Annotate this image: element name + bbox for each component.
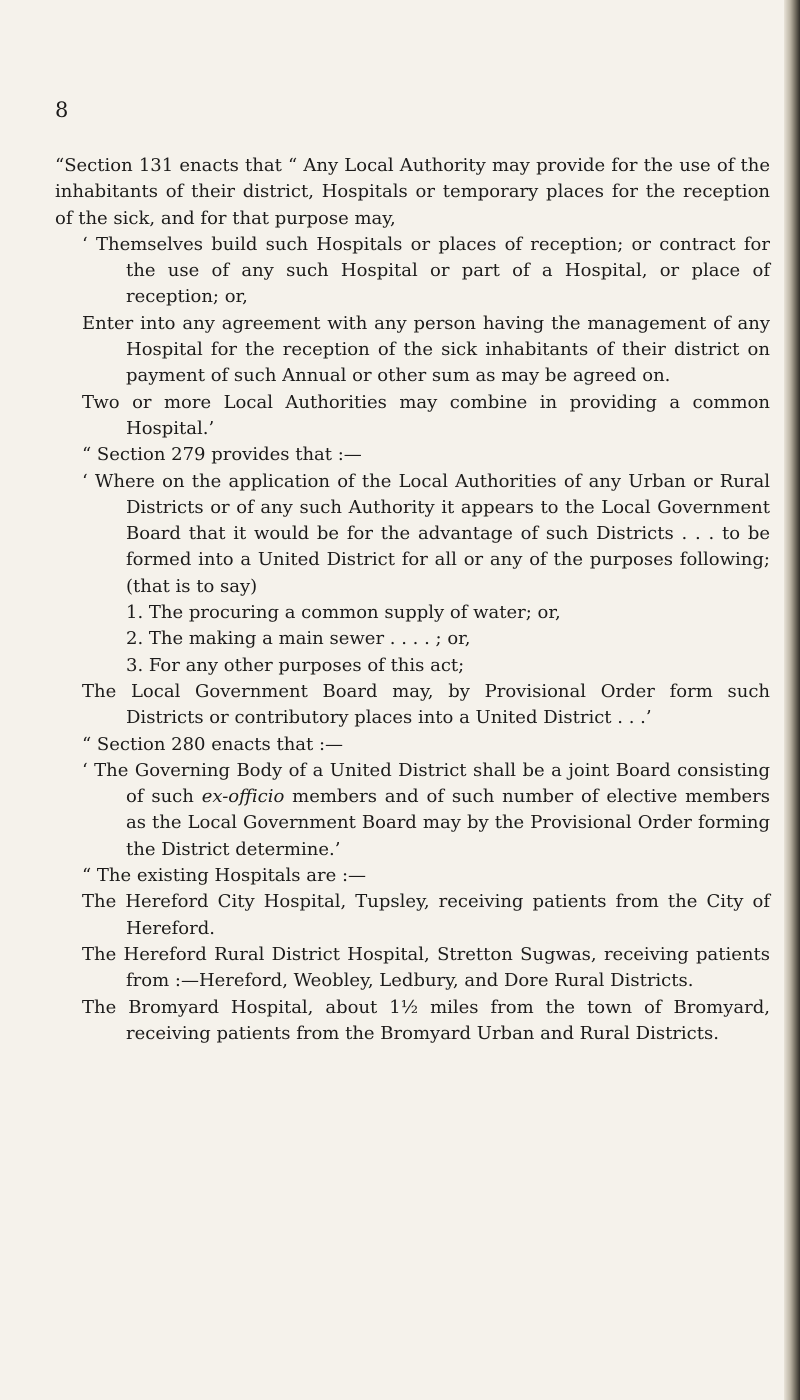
paragraph-hereford-city-hospital: The Hereford City Hospital, Tupsley, receiving patients from the City of Hereford. (82, 891, 770, 939)
paragraph-section-131: “Section 131 enacts that “ Any Local Authority may provide for the use of the inhabitants of their district, Hospitals or temporary places for the reception of the sick, and for that purpose may, (55, 155, 770, 229)
paragraph-two-or-more: Two or more Local Authorities may combine in providing a common Hospital.’ (82, 391, 770, 439)
paragraph-governing-body (55, 758, 770, 863)
paragraph-hereford-rural-hospital: The Hereford Rural District Hospital, Stretton Sugwas, receiving patients from :—Hereford, Weobley, Ledbury, and Dore Rural Districts. (82, 943, 770, 992)
paragraph-existing-hospitals: “ The existing Hospitals are :— (82, 865, 367, 887)
paragraph-themselves-build: ‘ Themselves build such Hospitals or places of reception; or contract for the use of any such Hospital or part of a Hospital, or place of reception; or, (82, 233, 770, 308)
list-item-1: 1. The procuring a common supply of water; or, (126, 602, 561, 624)
list-item-2: 2. The making a main sewer . . . . ; or, (126, 628, 471, 650)
list-item-3: 3. For any other purposes of this act; (126, 654, 465, 676)
ex-officio-italic: ex-officio (201, 786, 285, 808)
governing-body-text-end: members and of such number of elective members as the Local Government Board may by the Provisional Order forming the District determine.’ (126, 786, 770, 860)
paragraph-provisional-order: The Local Government Board may, by Provisional Order form such Districts or contributory places into a United District . . .’ (82, 680, 770, 729)
paragraph-section-280: “ Section 280 enacts that :— (82, 733, 344, 755)
governing-body-text-start: ‘ The Governing Body of a United District shall be a joint Board consisting of such (82, 759, 770, 808)
paragraph-section-279: “ Section 279 provides that :— (82, 444, 362, 466)
page-number: 8 (55, 98, 69, 122)
paragraph-bromyard-hospital: The Bromyard Hospital, about 1½ miles from the town of Bromyard, receiving patients from the Bromyard Urban and Rural Districts. (82, 996, 770, 1044)
page-edge-shadow (784, 0, 800, 1400)
paragraph-where-application: ‘ Where on the application of the Local Authorities of any Urban or Rural Districts or of any such Authority it appears to the Local Government Board that it would be for the advantage of such Districts . . . to be formed into a United District for all or any of the purposes following; (that is to say) (82, 470, 770, 597)
body-text (55, 153, 770, 1047)
paragraph-enter-agreement: Enter into any agreement with any person having the management of any Hospital for the reception of the sick inhabitants of their district on payment of such Annual or other sum as may be agreed on. (82, 312, 770, 387)
